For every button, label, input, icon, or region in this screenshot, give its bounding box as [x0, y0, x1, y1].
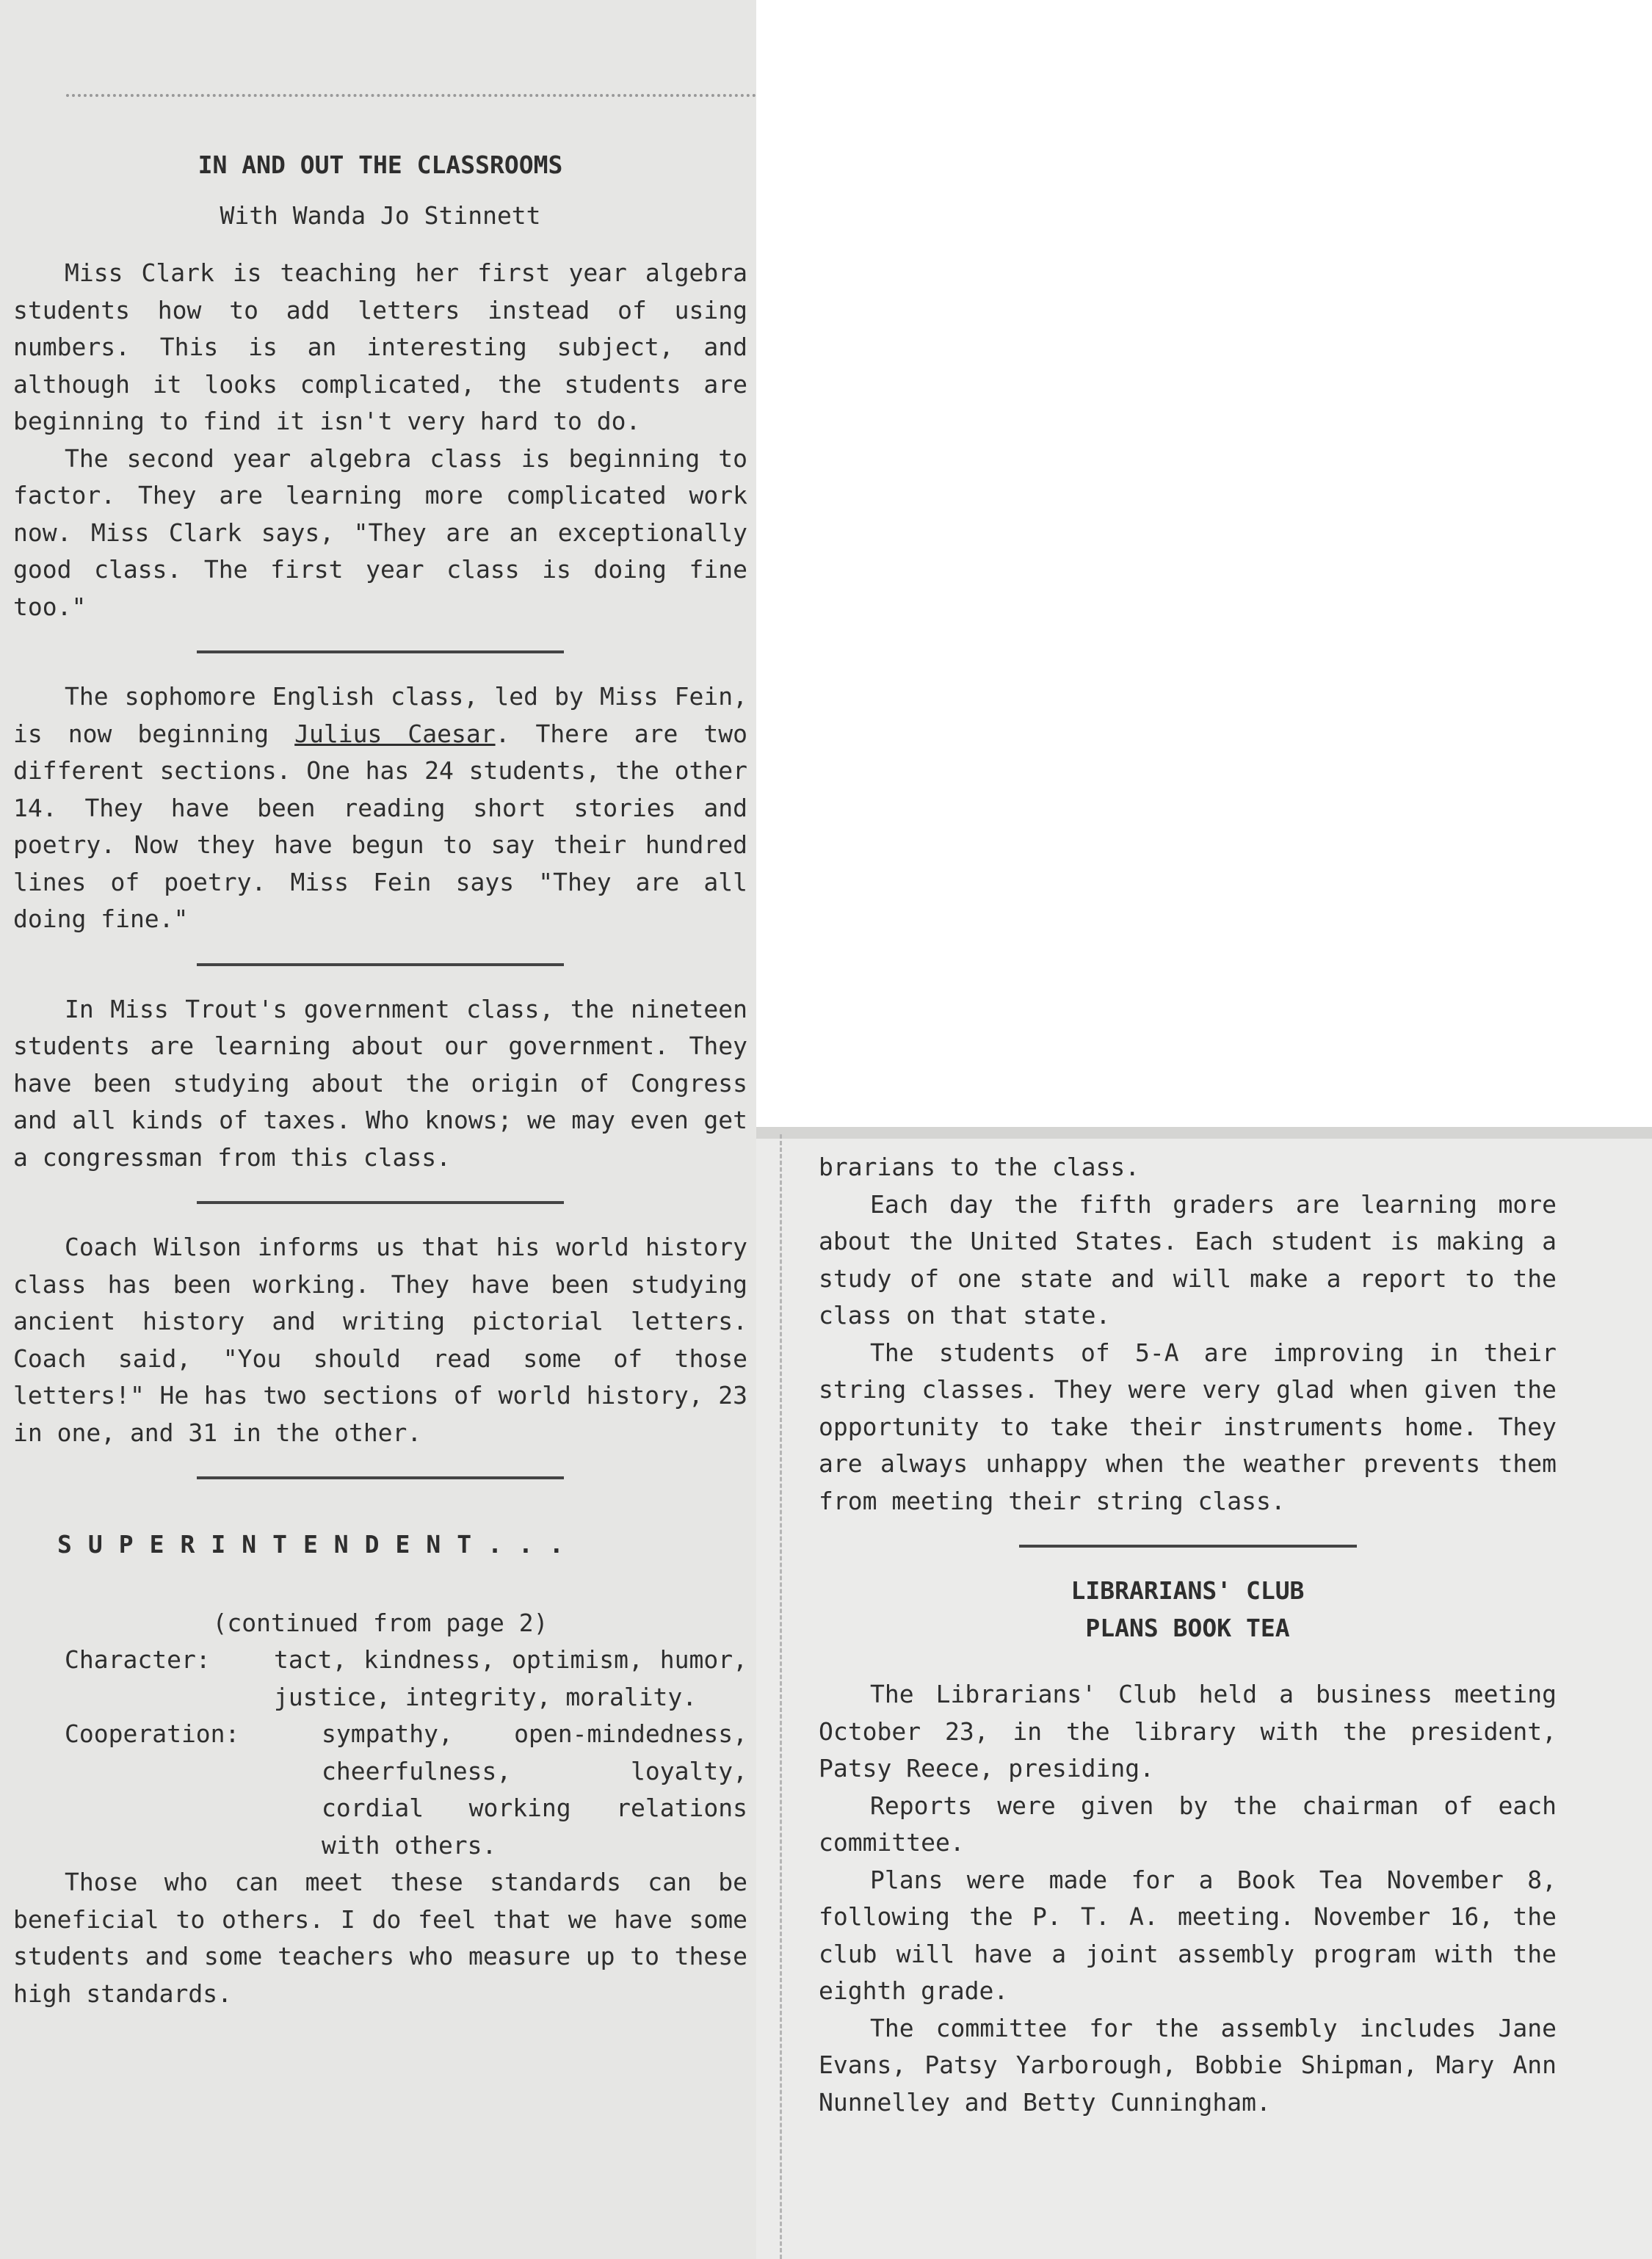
standard-text: sympathy, open-mindedness, cheerfulness, loyalty, cordial working relations with others.: [322, 1719, 747, 1860]
section-divider: [197, 963, 564, 966]
standards-list: [13, 1642, 747, 1864]
standard-label: Cooperation:: [65, 1719, 240, 1748]
paragraph-algebra-first-year: Miss Clark is teaching her first year algebra students how to add letters instead of using numbers. This is an interesting subject, and although it looks complicated, the students are beginning to find it isn't very hard to do.: [13, 258, 747, 435]
article-byline: With Wanda Jo Stinnett: [220, 200, 541, 230]
play-title: Julius Caesar: [294, 719, 496, 748]
section-divider: [197, 1476, 564, 1479]
paragraph-assembly-committee: The committee for the assembly includes Jane Evans, Patsy Yarborough, Bobbie Shipman, Mary Ann Nunnelley and Betty Cunningham.: [819, 2013, 1557, 2117]
standard-cooperation: [13, 1716, 747, 1864]
section-divider: [197, 650, 564, 653]
english-text-start: The sophomore English class, led by Miss Fein, is now beginning: [13, 682, 747, 748]
column-separator: [780, 1134, 782, 2259]
standard-text: tact, kindness, optimism, humor, justice, integrity, morality.: [274, 1645, 747, 1711]
paragraph-world-history: Coach Wilson informs us that his world history class has been working. They have been studying ancient history and writing pictorial letters. Coach said, "You should read some of those letters!" He has two sections of world history, 23 in one, and 31 in the other.: [13, 1233, 747, 1447]
english-text-end: . There are two different sections. One has 24 students, the other 14. They have been reading short stories and poetry. Now they have begun to say their hundred lines of poetry. Miss Fein says "They are all doing fine.": [13, 719, 747, 933]
paragraph-standards-closing: Those who can meet these standards can be beneficial to others. I do feel that we have some students and some teachers who measure up to these high standards.: [13, 1868, 747, 2008]
torn-edge: [756, 1127, 1652, 1139]
paragraph-government-class: In Miss Trout's government class, the nineteen students are learning about our government. They have been studying about the origin of Congress and all kinds of taxes. Who knows; we may even get a congressman from this class.: [13, 994, 747, 1172]
paragraph-algebra-second-year: The second year algebra class is beginning to factor. They are learning more complicated work now. Miss Clark says, "They are an exceptionally good class. The first year class is doing fine too.": [13, 443, 747, 621]
club-heading: LIBRARIANS' CLUB: [1070, 1576, 1305, 1605]
section-divider: [1019, 1545, 1357, 1548]
standard-character: [13, 1642, 747, 1716]
paragraph-committee-reports: Reports were given by the chairman of each committee.: [819, 1791, 1557, 1857]
paragraph-book-tea-plans: Plans were made for a Book Tea November 8, following the P. T. A. meeting. November 16, the club will have a joint assembly program with the eighth grade.: [819, 1865, 1557, 2005]
club-subheading: PLANS BOOK TEA: [1085, 1613, 1290, 1642]
paragraph-club-meeting: The Librarians' Club held a business meeting October 23, in the library with the president, Patsy Reece, presiding.: [819, 1680, 1557, 1783]
continued-note: (continued from page 2): [212, 1608, 548, 1637]
superintendent-heading: SUPERINTENDENT...: [57, 1530, 580, 1559]
right-column: [819, 1149, 1557, 2121]
perforation-line: [66, 94, 756, 97]
article-title: IN AND OUT THE CLASSROOMS: [198, 151, 563, 179]
standard-label: Character:: [65, 1645, 211, 1674]
paragraph-fifth-graders: Each day the fifth graders are learning more about the United States. Each student is making a study of one state and will make a report to the class on that state.: [819, 1189, 1557, 1330]
section-divider: [197, 1201, 564, 1204]
left-column: [13, 147, 747, 2012]
paragraph-english-class: [13, 678, 747, 938]
paragraph-librarians-fragment: brarians to the class.: [819, 1153, 1140, 1181]
paragraph-string-classes: The students of 5-A are improving in their string classes. They were very glad when given the opportunity to take their instruments home. They are always unhappy when the weather prevents them from meeting their string class.: [819, 1338, 1557, 1515]
